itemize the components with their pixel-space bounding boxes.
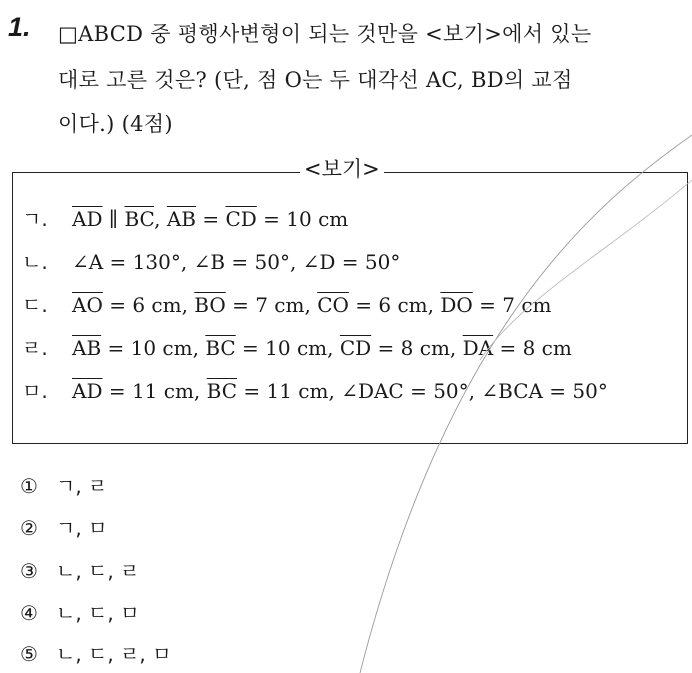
answer-choice-3[interactable]: [20, 555, 139, 584]
answer-choice-1[interactable]: [20, 470, 107, 499]
segment-name: $\overline{CO}$: [317, 293, 349, 317]
statement-text: = 7 cm,: [225, 293, 318, 317]
bogi-item-mark: ㄹ.: [22, 336, 48, 360]
bogi-item-r: [22, 332, 572, 361]
segment-name: $\overline{BC}$: [206, 379, 238, 403]
bogi-item-statement: [72, 379, 608, 403]
segment-name: $\overline{DA}$: [462, 336, 494, 360]
segment-name: $\overline{AD}$: [72, 379, 103, 403]
statement-text: = 8 cm,: [371, 336, 463, 360]
statement-text: = 10 cm,: [235, 336, 340, 360]
bogi-item-statement: [72, 293, 552, 317]
choice-number: ⑤: [20, 642, 38, 666]
segment-name: $\overline{CD}$: [339, 336, 372, 360]
segment-name: $\overline{CD}$: [225, 207, 257, 231]
statement-text: = 6 cm,: [102, 293, 195, 317]
segment-name: $\overline{AO}$: [72, 293, 103, 317]
choice-number: ③: [20, 559, 38, 583]
question-stem-line-3: 이다.) (4점): [58, 112, 173, 136]
choice-text: ㄱ, ㄹ: [56, 474, 108, 498]
bogi-item-mark: ㄴ.: [22, 250, 48, 274]
bogi-item-mark: ㅁ.: [22, 379, 48, 403]
question-stem-line-2: 대로 고른 것은? (단, 점 O는 두 대각선 AC, BD의 교점: [58, 68, 573, 92]
choice-text: ㄱ, ㅁ: [56, 516, 108, 540]
choice-number: ①: [20, 474, 38, 498]
bogi-title: [300, 153, 384, 183]
segment-name: $\overline{DO}$: [440, 293, 473, 317]
statement-text: = 11 cm, ∠DAC = 50°, ∠BCA = 50°: [237, 379, 608, 403]
bogi-item-statement: [72, 336, 572, 360]
segment-name: $\overline{BO}$: [194, 293, 226, 317]
bogi-title-text: <보기>: [304, 157, 380, 181]
statement-text: = 11 cm,: [102, 379, 207, 403]
question-stem-line-1: □ABCD 중 평행사변형이 되는 것만을 <보기>에서 있는: [58, 22, 592, 46]
answer-choice-2[interactable]: [20, 512, 107, 541]
statement-text: =: [195, 207, 226, 231]
statement-text: ,: [154, 207, 167, 231]
choice-text: ㄴ, ㄷ, ㄹ: [56, 559, 140, 583]
segment-name: $\overline{AB}$: [72, 336, 102, 360]
answer-choice-4[interactable]: [20, 597, 139, 626]
statement-text: = 10 cm: [256, 207, 349, 231]
statement-text: = 6 cm,: [348, 293, 441, 317]
segment-name: $\overline{AB}$: [166, 207, 196, 231]
bogi-item-g: [22, 203, 348, 232]
bogi-item-mark: ㄱ.: [22, 207, 48, 231]
segment-name: $\overline{BC}$: [205, 336, 236, 360]
bogi-item-m: [22, 375, 608, 404]
choice-text: ㄴ, ㄷ, ㄹ, ㅁ: [56, 642, 172, 666]
choice-number: ④: [20, 601, 38, 625]
bogi-item-n: [22, 246, 400, 275]
statement-text: = 8 cm: [493, 336, 572, 360]
bogi-item-d: [22, 289, 552, 318]
statement-text: ∠A = 130°, ∠B = 50°, ∠D = 50°: [72, 250, 401, 274]
statement-text: = 10 cm,: [101, 336, 206, 360]
statement-text: ∥: [102, 207, 125, 231]
question-number: 1.: [8, 12, 31, 42]
segment-name: $\overline{AD}$: [72, 207, 103, 231]
bogi-item-statement: [72, 250, 400, 274]
segment-name: $\overline{BC}$: [124, 207, 155, 231]
bogi-item-statement: [72, 207, 348, 231]
answer-choice-5[interactable]: [20, 638, 171, 667]
statement-text: = 7 cm: [472, 293, 552, 317]
choice-text: ㄴ, ㄷ, ㅁ: [56, 601, 140, 625]
choice-number: ②: [20, 516, 38, 540]
bogi-item-mark: ㄷ.: [22, 293, 48, 317]
